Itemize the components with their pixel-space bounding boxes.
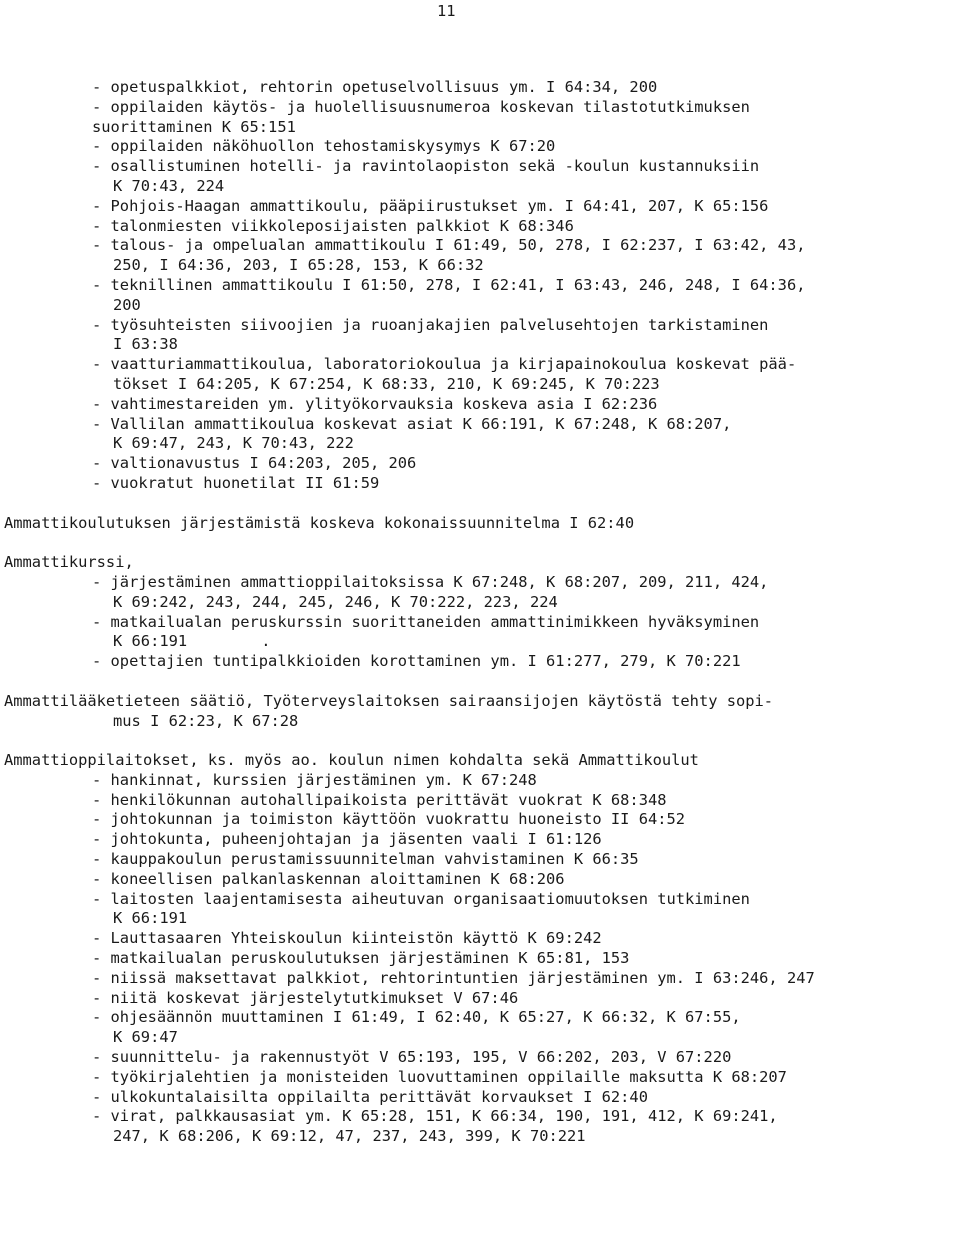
index-heading: Ammattilääketieteen säätiö, Työterveyslaitoksen sairaansijojen käytöstä tehty sopi- [4, 691, 774, 710]
index-subentry: - valtionavustus I 64:203, 205, 206 [92, 454, 417, 473]
index-subentry: - matkailualan peruskurssin suorittaneiden ammattinimikkeen hyväksyminen [92, 612, 760, 631]
index-subentry: - vuokratut huonetilat II 61:59 [92, 473, 380, 492]
index-subentry: - suunnittelu- ja rakennustyöt V 65:193, 195, V 66:202, 203, V 67:220 [92, 1048, 732, 1067]
index-heading: Ammattioppilaitokset, ks. myös ao. koulun nimen kohdalta sekä Ammattikoulut [4, 751, 699, 770]
index-continuation: K 70:43, 224 [113, 176, 225, 195]
index-subentry: - niitä koskevat järjestelytutkimukset V 67:46 [92, 988, 519, 1007]
index-heading: Ammattikoulutuksen järjestämistä koskeva kokonaissuunnitelma I 62:40 [4, 513, 635, 532]
index-subentry: - teknillinen ammattikoulu I 61:50, 278, I 62:41, I 63:43, 246, 248, I 64:36, [92, 275, 806, 294]
index-subentry: - työkirjalehtien ja monisteiden luovuttaminen oppilaille maksutta K 68:207 [92, 1067, 787, 1086]
index-subentry: - Vallilan ammattikoulua koskevat asiat K 66:191, K 67:248, K 68:207, [92, 414, 732, 433]
index-continuation: I 63:38 [113, 335, 178, 354]
index-subentry: - työsuhteisten siivoojien ja ruoanjakajien palvelusehtojen tarkistaminen [92, 315, 769, 334]
index-subentry: - oppilaiden käytös- ja huolellisuusnumeroa koskevan tilastotutkimuksen [92, 97, 750, 116]
index-subentry: - oppilaiden näköhuollon tehostamiskysymys K 67:20 [92, 137, 556, 156]
index-subentry: - johtokunnan ja toimiston käyttöön vuokrattu huoneisto II 64:52 [92, 810, 686, 829]
index-continuation: K 69:47, 243, K 70:43, 222 [113, 434, 354, 453]
index-continuation: suorittaminen K 65:151 [92, 117, 296, 136]
blank-line [0, 494, 950, 514]
index-subentry: - johtokunta, puheenjohtajan ja jäsenten vaali I 61:126 [92, 830, 602, 849]
index-continuation: 247, K 68:206, K 69:12, 47, 237, 243, 399, K 70:221 [113, 1127, 586, 1146]
index-subentry: - hankinnat, kurssien järjestäminen ym. K 67:248 [92, 770, 537, 789]
blank-line [0, 533, 950, 553]
index-subentry: - talous- ja ompelualan ammattikoulu I 61:49, 50, 278, I 62:237, I 63:42, 43, [92, 236, 806, 255]
index-subentry: - henkilökunnan autohallipaikoista perittävät vuokrat K 68:348 [92, 790, 667, 809]
index-continuation: K 69:47 [113, 1028, 178, 1047]
index-subentry: - ulkokuntalaisilta oppilailta perittävät korvaukset I 62:40 [92, 1087, 648, 1106]
index-continuation: K 66:191 [113, 909, 188, 928]
blank-line [0, 672, 950, 692]
index-continuation: 200 [113, 295, 141, 314]
index-subentry: - ohjesäännön muuttaminen I 61:49, I 62:40, K 65:27, K 66:32, K 67:55, [92, 1008, 741, 1027]
index-subentry: - laitosten laajentamisesta aiheutuvan organisaatiomuutoksen tutkiminen [92, 889, 750, 908]
index-content [0, 78, 950, 1147]
index-subentry: - opetuspalkkiot, rehtorin opetuselvollisuus ym. I 64:34, 200 [92, 78, 658, 96]
index-subentry: - matkailualan peruskoulutuksen järjestäminen K 65:81, 153 [92, 949, 630, 968]
index-continuation: 250, I 64:36, 203, I 65:28, 153, K 66:32 [113, 256, 484, 275]
index-subentry: - koneellisen palkanlaskennan aloittaminen K 68:206 [92, 869, 565, 888]
index-subentry: - talonmiesten viikkoleposijaisten palkkiot K 68:346 [92, 216, 574, 235]
index-subentry: - niissä maksettavat palkkiot, rehtorintuntien järjestäminen ym. I 63:246, 247 [92, 968, 815, 987]
index-subentry: - opettajien tuntipalkkioiden korottaminen ym. I 61:277, 279, K 70:221 [92, 652, 741, 671]
index-subentry: - osallistuminen hotelli- ja ravintolaopiston sekä -koulun kustannuksiin [92, 157, 760, 176]
index-continuation: K 66:191 . [113, 632, 271, 651]
index-subentry: - järjestäminen ammattioppilaitoksissa K 67:248, K 68:207, 209, 211, 424, [92, 572, 769, 591]
index-continuation: mus I 62:23, K 67:28 [113, 711, 299, 730]
index-continuation: K 69:242, 243, 244, 245, 246, K 70:222, 223, 224 [113, 592, 558, 611]
index-subentry: - kauppakoulun perustamissuunnitelman vahvistaminen K 66:35 [92, 850, 639, 869]
index-subentry: - Pohjois-Haagan ammattikoulu, pääpiirustukset ym. I 64:41, 207, K 65:156 [92, 196, 769, 215]
index-subentry: - Lauttasaaren Yhteiskoulun kiinteistön käyttö K 69:242 [92, 929, 602, 948]
page-number: 11 [437, 2, 456, 20]
blank-line [0, 731, 950, 751]
index-subentry: - virat, palkkausasiat ym. K 65:28, 151, K 66:34, 190, 191, 412, K 69:241, [92, 1107, 778, 1126]
index-subentry: - vaatturiammattikoulua, laboratoriokoulua ja kirjapainokoulua koskevat pää- [92, 355, 797, 374]
index-continuation: tökset I 64:205, K 67:254, K 68:33, 210, K 69:245, K 70:223 [113, 374, 660, 393]
index-subentry: - vahtimestareiden ym. ylityökorvauksia koskeva asia I 62:236 [92, 394, 658, 413]
index-heading: Ammattikurssi, [4, 553, 134, 572]
